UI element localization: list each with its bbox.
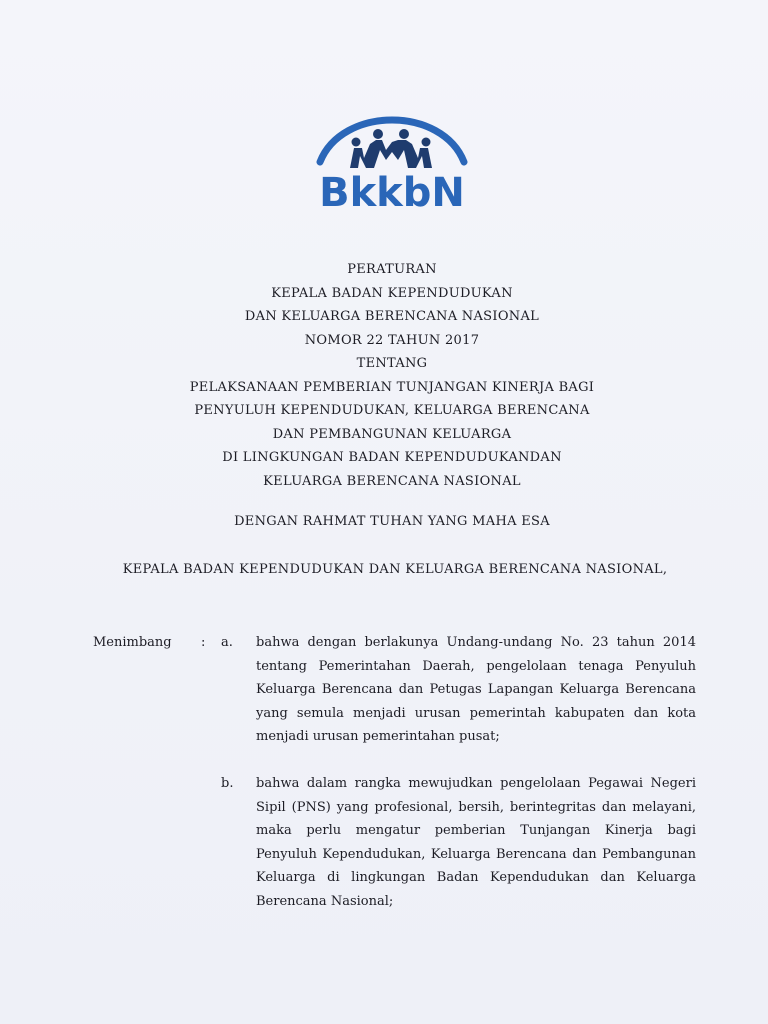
heading-line: KELUARGA BERENCANA NASIONAL xyxy=(263,473,521,489)
heading-line: KEPALA BADAN KEPENDUDUKAN xyxy=(271,285,513,301)
rahmat-statement: DENGAN RAHMAT TUHAN YANG MAHA ESA xyxy=(234,514,550,529)
heading-line: PELAKSANAAN PEMBERIAN TUNJANGAN KINERJA BAGI xyxy=(189,379,595,395)
heading-line: NOMOR 22 TAHUN 2017 xyxy=(304,332,480,348)
menimbang-colon: : xyxy=(201,635,206,650)
menimbang-label: Menimbang xyxy=(93,635,172,650)
heading-line: PERATURAN xyxy=(347,262,437,277)
heading-line: DAN PEMBANGUNAN KELUARGA xyxy=(272,426,512,442)
regulation-heading xyxy=(80,258,704,493)
issuer-statement: KEPALA BADAN KEPENDUDUKAN DAN KELUARGA BERENCANA NASIONAL, xyxy=(122,562,668,577)
bkkbn-logo-text: BkkbN xyxy=(319,170,465,215)
item-marker-b: b. xyxy=(221,776,234,791)
heading-line: PENYULUH KEPENDUDUKAN, KELUARGA BERENCANA xyxy=(194,403,590,418)
heading-line: DI LINGKUNGAN BADAN KEPENDUDUKANDAN xyxy=(222,450,562,465)
menimbang-paragraph-a: bahwa dengan berlakunya Undang-undang No. 23 tahun 2014 tentang Pemerintahan Daerah, pengelolaan tenaga Penyuluh Keluarga Berencana dan Petugas Lapangan Keluarga Berencana yang semula menjadi urusan pemerintah kabupaten dan kota menjadi urusan pemerintahan pusat; xyxy=(256,635,696,744)
bkkbn-logo-graphic xyxy=(312,110,472,215)
bkkbn-logo xyxy=(312,110,472,215)
heading-line: TENTANG xyxy=(356,356,428,371)
heading-line: DAN KELUARGA BERENCANA NASIONAL xyxy=(244,309,540,324)
item-marker-a: a. xyxy=(221,635,233,650)
menimbang-paragraph-b: bahwa dalam rangka mewujudkan pengelolaan Pegawai Negeri Sipil (PNS) yang profesional, bersih, berintegritas dan melayani, maka perlu mengatur pemberian Tunjangan Kinerja bagi Penyuluh Kependudukan, Keluarga Berencana dan Pembangunan Keluarga di lingkungan Badan Kependudukan dan Keluarga Berencana Nasional; xyxy=(256,776,696,909)
